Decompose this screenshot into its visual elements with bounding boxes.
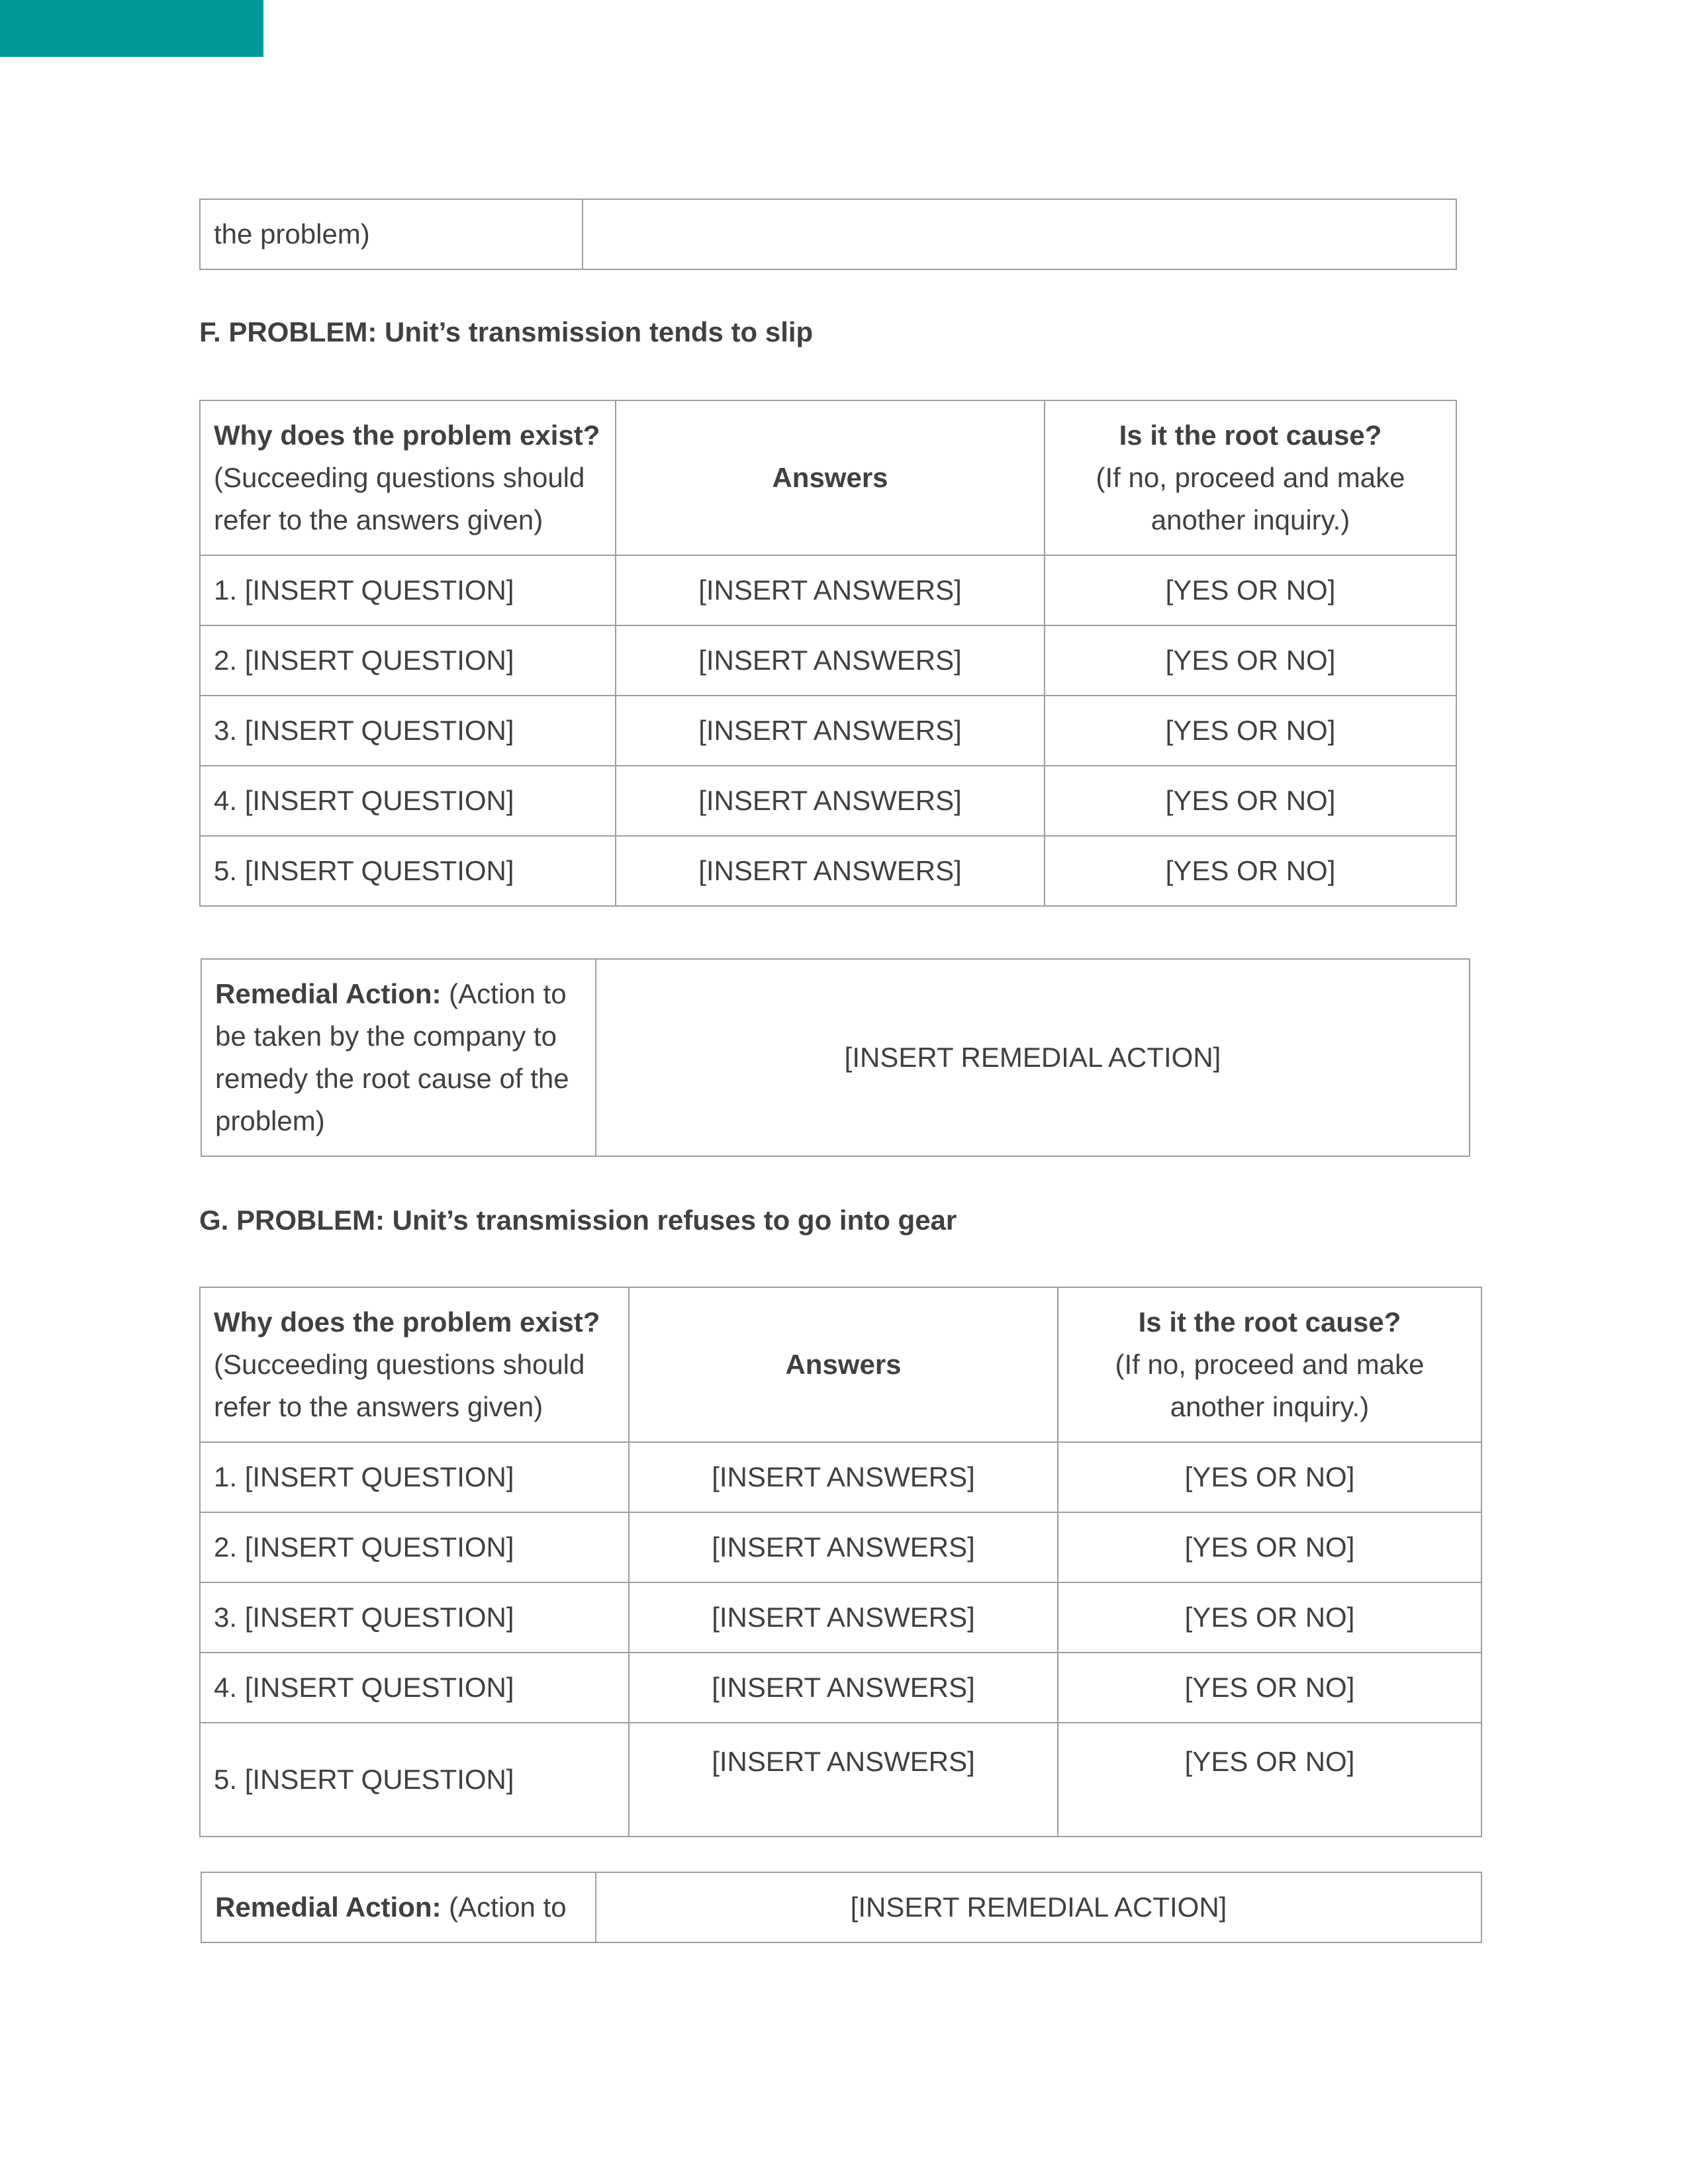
question-cell: 4. [INSERT QUESTION] (200, 766, 616, 836)
table-row (200, 1442, 1481, 1512)
question-header-cell (200, 1287, 629, 1442)
root-cause-header-title: Is it the root cause? (1138, 1306, 1401, 1338)
section-g-remedial-table (201, 1872, 1482, 1943)
root-cause-cell: [YES OR NO] (1045, 555, 1456, 625)
table-row (200, 625, 1456, 696)
question-cell: 5. [INSERT QUESTION] (200, 1723, 629, 1837)
root-cause-cell: [YES OR NO] (1058, 1653, 1481, 1723)
question-cell: 2. [INSERT QUESTION] (200, 1512, 629, 1582)
section-f-remedial-table (201, 958, 1470, 1157)
answer-cell: [INSERT ANSWERS] (616, 696, 1045, 766)
root-cause-cell: [YES OR NO] (1045, 696, 1456, 766)
section-f-five-whys-table (199, 400, 1457, 907)
answer-cell: [INSERT ANSWERS] (629, 1442, 1058, 1512)
root-cause-header-note: (If no, proceed and make another inquiry.) (1115, 1349, 1425, 1422)
root-cause-cell: [YES OR NO] (1058, 1442, 1481, 1512)
question-cell: 4. [INSERT QUESTION] (200, 1653, 629, 1723)
table-row (200, 696, 1456, 766)
answer-cell: [INSERT ANSWERS] (629, 1512, 1058, 1582)
question-header-title: Why does the problem exist? (214, 1306, 600, 1338)
table-row (200, 1723, 1481, 1837)
answer-cell: [INSERT ANSWERS] (629, 1723, 1058, 1837)
root-cause-cell: [YES OR NO] (1058, 1512, 1481, 1582)
table-row (200, 199, 1456, 269)
root-cause-header-cell (1045, 400, 1456, 555)
section-f-heading: F. PROBLEM: Unit’s transmission tends to slip (199, 316, 814, 347)
table-row (200, 836, 1456, 906)
section-g-heading: G. PROBLEM: Unit’s transmission refuses to go into gear (199, 1205, 957, 1236)
remedial-note: (Action to be taken by the company to remedy the root cause of the problem) (215, 978, 569, 1136)
table-header-row (200, 1287, 1481, 1442)
answers-header-cell: Answers (629, 1287, 1058, 1442)
remedial-value-cell: [INSERT REMEDIAL ACTION] (596, 959, 1470, 1156)
question-header-note: (Succeeding questions should refer to the answers given) (214, 462, 585, 535)
table-row (200, 1512, 1481, 1582)
root-cause-header-title: Is it the root cause? (1119, 420, 1382, 451)
fragment-left-cell: the problem) (200, 199, 583, 269)
question-cell: 2. [INSERT QUESTION] (200, 625, 616, 696)
section-g-five-whys-table (199, 1287, 1482, 1837)
question-header-note: (Succeeding questions should refer to the answers given) (214, 1349, 585, 1422)
table-row (200, 1653, 1481, 1723)
root-cause-header-cell (1058, 1287, 1481, 1442)
answer-cell: [INSERT ANSWERS] (616, 555, 1045, 625)
table-row (201, 959, 1470, 1156)
previous-table-fragment (199, 199, 1457, 270)
question-header-cell (200, 400, 616, 555)
remedial-value-cell: [INSERT REMEDIAL ACTION] (596, 1872, 1481, 1942)
question-cell: 3. [INSERT QUESTION] (200, 696, 616, 766)
question-cell: 3. [INSERT QUESTION] (200, 1582, 629, 1653)
table-header-row (200, 400, 1456, 555)
root-cause-header-note: (If no, proceed and make another inquiry.) (1096, 462, 1405, 535)
answer-cell: [INSERT ANSWERS] (616, 625, 1045, 696)
table-row (200, 555, 1456, 625)
remedial-label: Remedial Action: (215, 1891, 442, 1923)
header-accent-bar (0, 0, 263, 57)
question-cell: 1. [INSERT QUESTION] (200, 1442, 629, 1512)
table-row (201, 1872, 1481, 1942)
remedial-label-cell (201, 959, 596, 1156)
table-row (200, 1582, 1481, 1653)
answer-cell: [INSERT ANSWERS] (616, 836, 1045, 906)
answer-cell: [INSERT ANSWERS] (629, 1653, 1058, 1723)
fragment-right-cell (583, 199, 1456, 269)
root-cause-cell: [YES OR NO] (1045, 766, 1456, 836)
root-cause-cell: [YES OR NO] (1058, 1582, 1481, 1653)
remedial-label: Remedial Action: (215, 978, 442, 1009)
root-cause-cell: [YES OR NO] (1058, 1723, 1481, 1837)
root-cause-cell: [YES OR NO] (1045, 836, 1456, 906)
answer-cell: [INSERT ANSWERS] (629, 1582, 1058, 1653)
answers-header-cell: Answers (616, 400, 1045, 555)
remedial-label-cell (201, 1872, 596, 1942)
root-cause-cell: [YES OR NO] (1045, 625, 1456, 696)
question-cell: 1. [INSERT QUESTION] (200, 555, 616, 625)
answer-cell: [INSERT ANSWERS] (616, 766, 1045, 836)
remedial-note: (Action to (449, 1891, 567, 1923)
question-header-title: Why does the problem exist? (214, 420, 600, 451)
question-cell: 5. [INSERT QUESTION] (200, 836, 616, 906)
table-row (200, 766, 1456, 836)
